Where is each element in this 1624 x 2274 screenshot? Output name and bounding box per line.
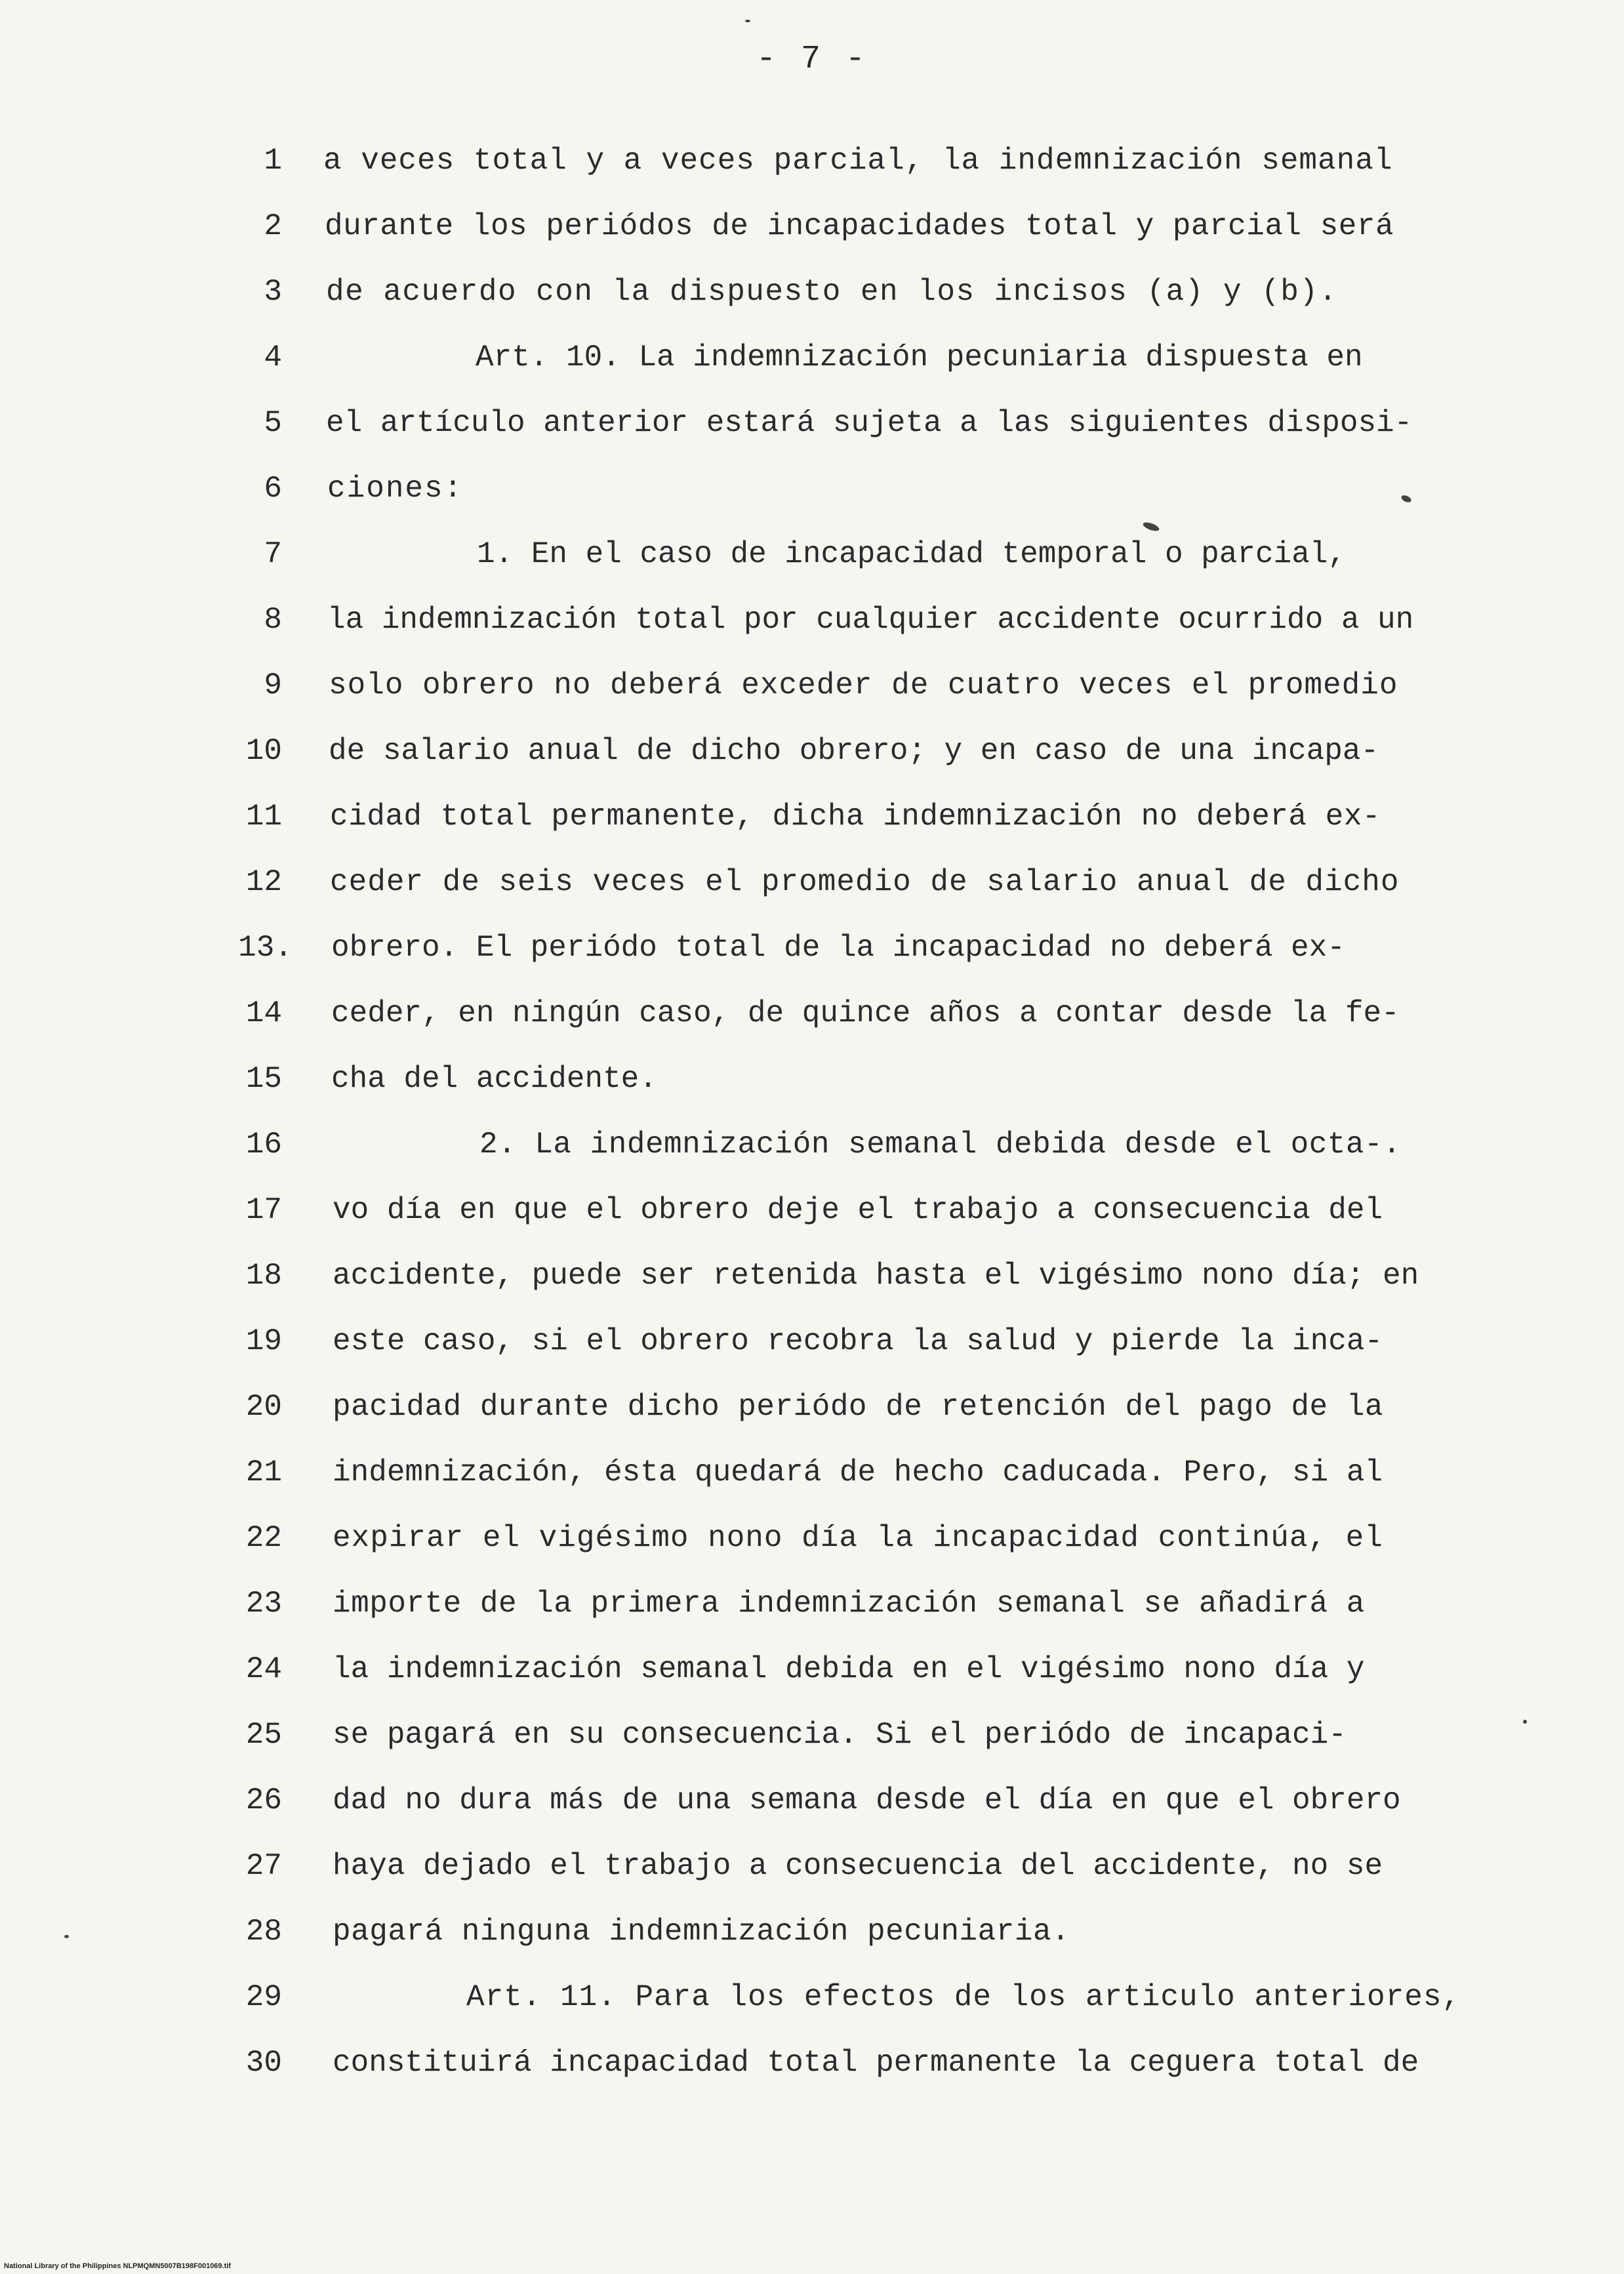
line-text: 1. En el caso de incapacidad temporal o parcial, xyxy=(477,537,1347,571)
line-row-3 xyxy=(0,259,1624,325)
line-row-24 xyxy=(0,1636,1624,1702)
line-row-18 xyxy=(0,1243,1624,1309)
line-text: cidad total permanente, dicha indemnización no deberá ex- xyxy=(330,800,1381,834)
line-number: 18 xyxy=(245,1259,282,1293)
line-text: a veces total y a veces parcial, la indemnización semanal xyxy=(323,144,1393,178)
line-text: importe de la primera indemnización semanal se añadirá a xyxy=(333,1587,1365,1621)
line-number: 23 xyxy=(245,1587,282,1621)
line-number: 20 xyxy=(245,1390,282,1424)
line-text: dad no dura más de una semana desde el día en que el obrero xyxy=(333,1783,1401,1817)
line-text: constituirá incapacidad total permanente la ceguera total de xyxy=(333,2046,1419,2080)
line-text: el artículo anterior estará sujeta a las siguientes disposi- xyxy=(326,406,1413,440)
line-number: 28 xyxy=(245,1915,282,1949)
line-row-25 xyxy=(0,1702,1624,1768)
line-text: Art. 11. Para los efectos de los articulo anteriores, xyxy=(466,1980,1461,2014)
line-number: 19 xyxy=(245,1324,282,1358)
line-text: accidente, puede ser retenida hasta el vigésimo nono día; en xyxy=(333,1259,1419,1293)
line-row-4 xyxy=(0,325,1624,390)
line-number: 6 xyxy=(264,472,282,506)
line-row-20 xyxy=(0,1374,1624,1440)
line-text: la indemnización total por cualquier accidente ocurrido a un xyxy=(327,603,1414,637)
line-number: 9 xyxy=(264,668,282,702)
line-text: cha del accidente. xyxy=(331,1062,657,1096)
line-text: Art. 10. La indemnización pecuniaria dispuesta en xyxy=(476,340,1363,375)
line-number: 8 xyxy=(264,603,282,637)
line-number: 12 xyxy=(245,865,282,899)
line-text: de acuerdo con la dispuesto en los incisos (a) y (b). xyxy=(326,275,1338,309)
line-text: ciones: xyxy=(327,472,464,506)
line-row-12 xyxy=(0,849,1624,915)
line-row-30 xyxy=(0,2030,1624,2096)
line-row-14 xyxy=(0,981,1624,1046)
page-number: - 7 - xyxy=(756,41,868,78)
line-number: 1 xyxy=(264,144,282,178)
line-text: solo obrero no deberá exceder de cuatro veces el promedio xyxy=(329,668,1398,702)
line-number: 15 xyxy=(245,1062,282,1096)
line-number: 2 xyxy=(264,209,282,243)
line-row-8 xyxy=(0,587,1624,653)
line-row-26 xyxy=(0,1768,1624,1833)
line-row-9 xyxy=(0,653,1624,718)
line-row-29 xyxy=(0,1964,1624,2030)
line-text: indemnización, ésta quedará de hecho caducada. Pero, si al xyxy=(333,1455,1383,1490)
line-text: ceder, en ningún caso, de quince años a contar desde la fe- xyxy=(331,996,1400,1030)
line-number: 4 xyxy=(264,340,282,375)
line-text: durante los periódos de incapacidades total y parcial será xyxy=(325,209,1394,243)
line-text: ceder de seis veces el promedio de salario anual de dicho xyxy=(330,865,1400,899)
line-row-15 xyxy=(0,1046,1624,1112)
line-text: pacidad durante dicho periódo de retención del pago de la xyxy=(333,1390,1383,1424)
line-text: de salario anual de dicho obrero; y en caso de una incapa- xyxy=(329,734,1379,768)
line-text: obrero. El periódo total de la incapacidad no deberá ex- xyxy=(331,931,1345,965)
line-number: 30 xyxy=(245,2046,282,2080)
line-number: 14 xyxy=(245,996,282,1030)
ink-speck xyxy=(745,20,750,22)
line-row-17 xyxy=(0,1177,1624,1243)
line-row-1 xyxy=(0,128,1624,193)
line-text: expirar el vigésimo nono día la incapacidad continúa, el xyxy=(333,1521,1383,1555)
line-number: 26 xyxy=(245,1783,282,1817)
line-number: 16 xyxy=(245,1127,282,1162)
line-number: 5 xyxy=(264,406,282,440)
line-text: 2. La indemnización semanal debida desde el octa-. xyxy=(479,1127,1402,1162)
line-number: 21 xyxy=(245,1455,282,1490)
line-row-21 xyxy=(0,1440,1624,1505)
line-number: 11 xyxy=(245,800,282,834)
ink-speck xyxy=(64,1935,69,1938)
line-row-5 xyxy=(0,390,1624,456)
line-row-11 xyxy=(0,784,1624,849)
line-row-16 xyxy=(0,1112,1624,1177)
line-row-28 xyxy=(0,1899,1624,1964)
line-number: 13. xyxy=(238,931,293,965)
line-row-10 xyxy=(0,718,1624,784)
line-text: este caso, si el obrero recobra la salud y pierde la inca- xyxy=(333,1324,1383,1358)
line-text: vo día en que el obrero deje el trabajo a consecuencia del xyxy=(333,1193,1383,1227)
scan-footer: National Library of the Philippines NLPMQMN5007B198F001069.tif xyxy=(4,2262,231,2270)
line-number: 10 xyxy=(245,734,282,768)
ink-speck xyxy=(1523,1720,1527,1724)
line-text: pagará ninguna indemnización pecuniaria. xyxy=(333,1915,1070,1949)
line-number: 7 xyxy=(264,537,282,571)
line-text: haya dejado el trabajo a consecuencia del accidente, no se xyxy=(333,1849,1383,1883)
line-number: 17 xyxy=(245,1193,282,1227)
line-text: se pagará en su consecuencia. Si el periódo de incapaci- xyxy=(333,1718,1347,1752)
line-row-22 xyxy=(0,1505,1624,1571)
line-number: 24 xyxy=(245,1652,282,1686)
line-row-23 xyxy=(0,1571,1624,1636)
line-number: 25 xyxy=(245,1718,282,1752)
line-number: 29 xyxy=(245,1980,282,2014)
line-text: la indemnización semanal debida en el vigésimo nono día y xyxy=(333,1652,1365,1686)
line-row-2 xyxy=(0,193,1624,259)
line-row-19 xyxy=(0,1309,1624,1374)
line-row-7 xyxy=(0,521,1624,587)
line-row-27 xyxy=(0,1833,1624,1899)
line-number: 27 xyxy=(245,1849,282,1883)
line-number: 3 xyxy=(264,275,282,309)
line-number: 22 xyxy=(245,1521,282,1555)
line-row-13 xyxy=(0,915,1624,981)
line-row-6 xyxy=(0,456,1624,521)
